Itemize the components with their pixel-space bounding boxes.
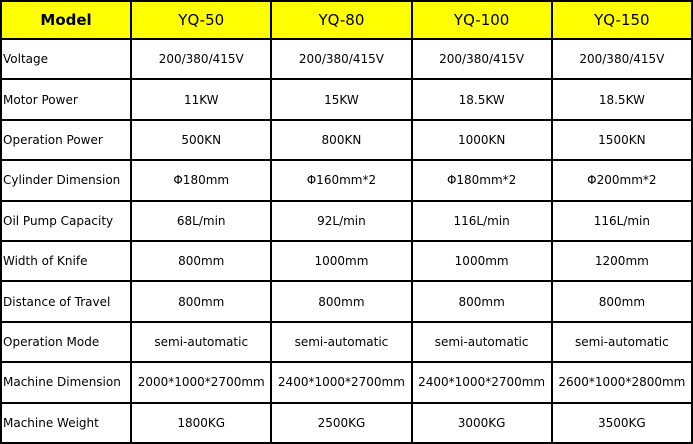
- cell-value: 1500KN: [553, 121, 691, 159]
- cell-value: Φ200mm*2: [553, 161, 691, 199]
- cell-value: 116L/min: [413, 202, 551, 240]
- row-machine-weight: [2, 404, 691, 442]
- cell-value: 800mm: [132, 242, 270, 280]
- row-machine-dimension: [2, 363, 691, 401]
- cell-value: 800mm: [413, 282, 551, 320]
- cell-value: Φ180mm*2: [413, 161, 551, 199]
- row-label: Machine Dimension: [2, 363, 130, 401]
- header-model: Model: [2, 2, 130, 38]
- row-distance-of-travel: [2, 282, 691, 320]
- row-voltage: [2, 40, 691, 78]
- row-label: Width of Knife: [2, 242, 130, 280]
- header-row: [2, 2, 691, 38]
- cell-value: 1000mm: [272, 242, 410, 280]
- cell-value: 1000mm: [413, 242, 551, 280]
- row-label: Voltage: [2, 40, 130, 78]
- cell-value: semi-automatic: [132, 323, 270, 361]
- cell-value: semi-automatic: [413, 323, 551, 361]
- cell-value: 200/380/415V: [272, 40, 410, 78]
- row-label: Operation Power: [2, 121, 130, 159]
- row-label: Cylinder Dimension: [2, 161, 130, 199]
- cell-value: semi-automatic: [553, 323, 691, 361]
- cell-value: 18.5KW: [413, 80, 551, 118]
- cell-value: 1200mm: [553, 242, 691, 280]
- cell-value: 1000KN: [413, 121, 551, 159]
- row-cylinder-dimension: [2, 161, 691, 199]
- cell-value: 800mm: [553, 282, 691, 320]
- cell-value: 3500KG: [553, 404, 691, 442]
- cell-value: Φ160mm*2: [272, 161, 410, 199]
- row-motor-power: [2, 80, 691, 118]
- cell-value: 3000KG: [413, 404, 551, 442]
- cell-value: 2600*1000*2800mm: [553, 363, 691, 401]
- cell-value: 68L/min: [132, 202, 270, 240]
- cell-value: 92L/min: [272, 202, 410, 240]
- cell-value: 800mm: [272, 282, 410, 320]
- cell-value: 15KW: [272, 80, 410, 118]
- header-yq-80: YQ-80: [272, 2, 410, 38]
- cell-value: 18.5KW: [553, 80, 691, 118]
- cell-value: Φ180mm: [132, 161, 270, 199]
- cell-value: 200/380/415V: [132, 40, 270, 78]
- cell-value: 800mm: [132, 282, 270, 320]
- cell-value: 200/380/415V: [553, 40, 691, 78]
- row-operation-power: [2, 121, 691, 159]
- header-yq-150: YQ-150: [553, 2, 691, 38]
- row-operation-mode: [2, 323, 691, 361]
- cell-value: 800KN: [272, 121, 410, 159]
- row-width-of-knife: [2, 242, 691, 280]
- row-label: Motor Power: [2, 80, 130, 118]
- cell-value: 2400*1000*2700mm: [272, 363, 410, 401]
- cell-value: 2400*1000*2700mm: [413, 363, 551, 401]
- cell-value: 500KN: [132, 121, 270, 159]
- row-label: Machine Weight: [2, 404, 130, 442]
- cell-value: 11KW: [132, 80, 270, 118]
- row-label: Distance of Travel: [2, 282, 130, 320]
- cell-value: 116L/min: [553, 202, 691, 240]
- header-yq-50: YQ-50: [132, 2, 270, 38]
- header-yq-100: YQ-100: [413, 2, 551, 38]
- cell-value: semi-automatic: [272, 323, 410, 361]
- cell-value: 2500KG: [272, 404, 410, 442]
- cell-value: 2000*1000*2700mm: [132, 363, 270, 401]
- row-label: Oil Pump Capacity: [2, 202, 130, 240]
- row-oil-pump-capacity: [2, 202, 691, 240]
- row-label: Operation Mode: [2, 323, 130, 361]
- cell-value: 1800KG: [132, 404, 270, 442]
- cell-value: 200/380/415V: [413, 40, 551, 78]
